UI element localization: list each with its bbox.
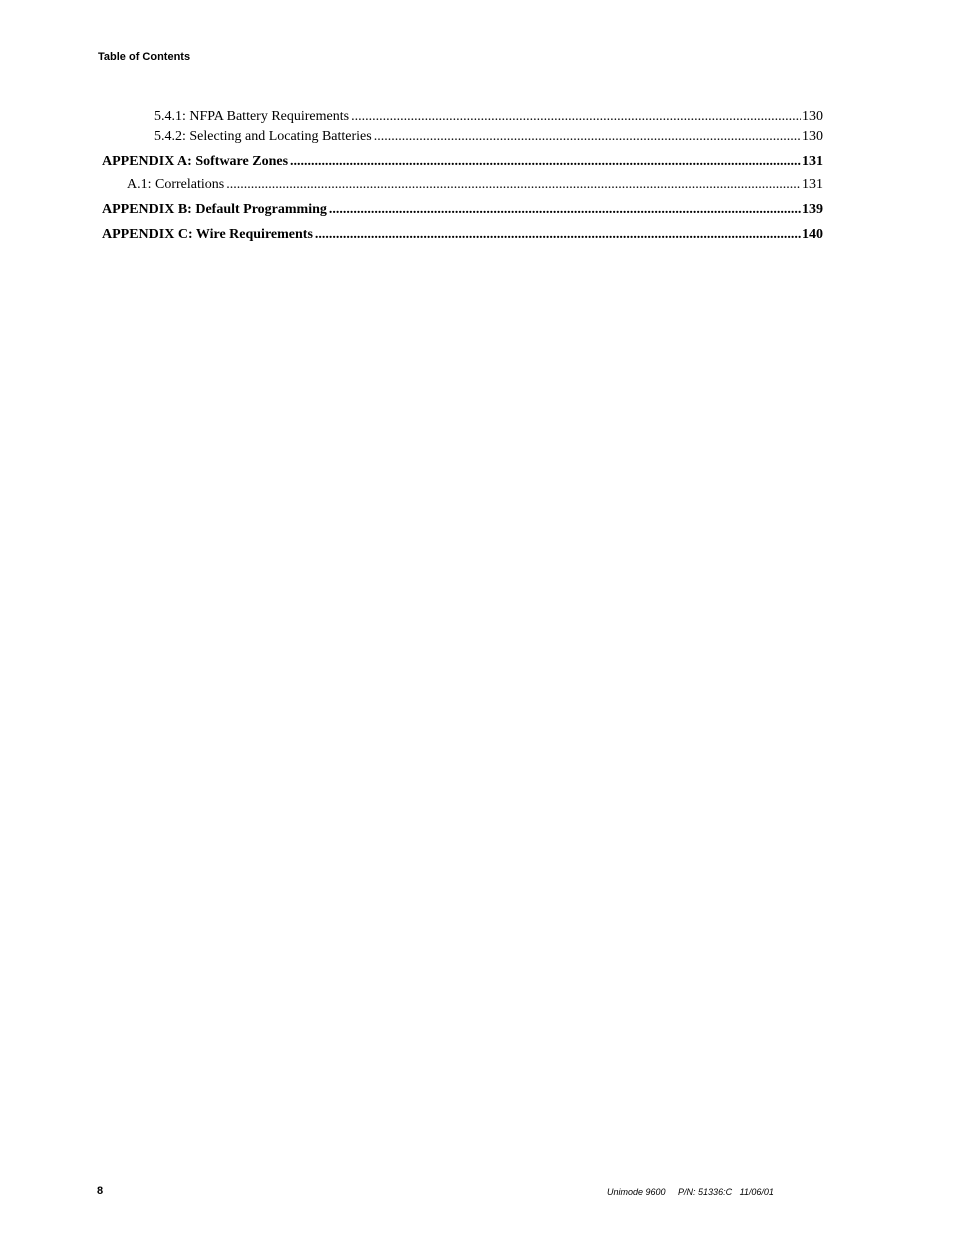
toc-entry-selecting-batteries[interactable] bbox=[154, 129, 823, 145]
dot-leader bbox=[315, 227, 801, 243]
toc-entry-page: 131 bbox=[802, 154, 823, 169]
page-number: 8 bbox=[97, 1185, 104, 1197]
toc-entry-label: A.1: Correlations bbox=[127, 177, 225, 192]
document-info: Unimode 9600 P/N: 51336:C 11/06/01 bbox=[607, 1187, 774, 1197]
toc-entry-page: 139 bbox=[802, 202, 823, 217]
dot-leader bbox=[329, 202, 801, 218]
toc-entry-nfpa-battery[interactable] bbox=[154, 109, 823, 125]
toc-entry-page: 130 bbox=[802, 109, 823, 124]
toc-entry-page: 140 bbox=[802, 227, 823, 242]
dot-leader bbox=[374, 129, 801, 145]
toc-entry-label: APPENDIX A: Software Zones bbox=[102, 154, 289, 169]
toc-entry-page: 131 bbox=[802, 177, 823, 192]
toc-entry-appendix-c[interactable] bbox=[102, 227, 823, 243]
dot-leader bbox=[290, 154, 801, 170]
toc-entry-appendix-a[interactable] bbox=[102, 154, 823, 170]
running-header: Table of Contents bbox=[98, 51, 191, 63]
toc-entry-label: 5.4.2: Selecting and Locating Batteries bbox=[154, 129, 372, 144]
dot-leader bbox=[226, 177, 801, 193]
toc-entry-correlations[interactable] bbox=[127, 177, 823, 193]
toc-entry-page: 130 bbox=[802, 129, 823, 144]
toc-entry-label: 5.4.1: NFPA Battery Requirements bbox=[154, 109, 350, 124]
toc-entry-appendix-b[interactable] bbox=[102, 202, 823, 218]
toc-entry-label: APPENDIX C: Wire Requirements bbox=[102, 227, 313, 242]
dot-leader bbox=[351, 109, 801, 125]
toc-entry-label: APPENDIX B: Default Programming bbox=[102, 202, 327, 217]
